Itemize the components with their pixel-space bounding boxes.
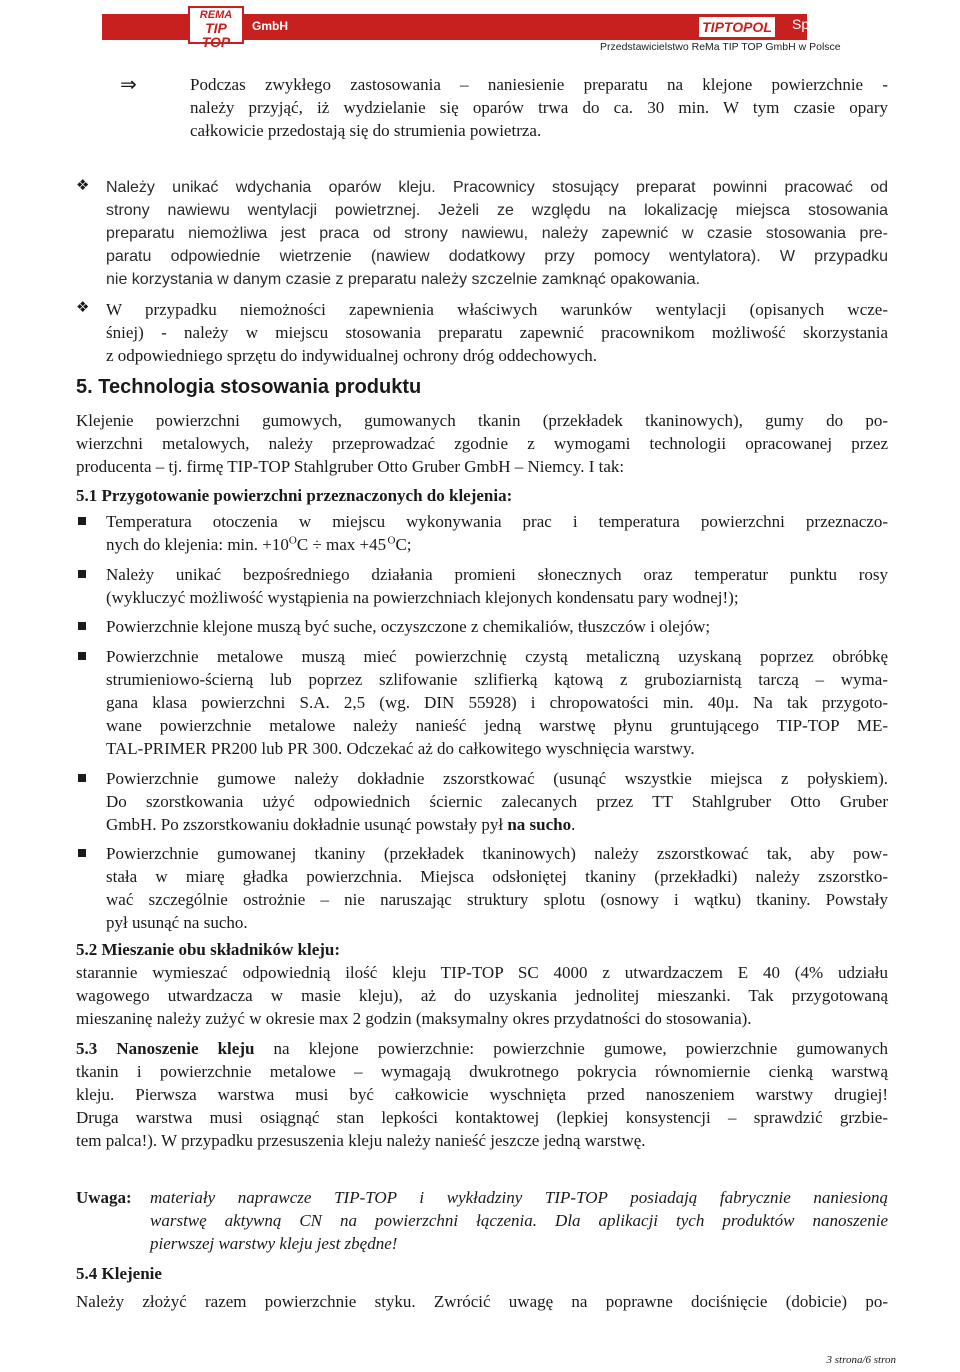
square-bullet-icon	[78, 849, 86, 857]
temp-end: C;	[395, 535, 412, 554]
intro-line: Podczas zwykłego zastosowania – naniesienie preparatu na klejone powierzchnie -	[190, 75, 888, 94]
degree-sup: O	[387, 534, 396, 547]
note-line: materiały naprawcze TIP-TOP i wykładziny TIP-TOP posiadają fabrycznie naniesioną	[150, 1188, 888, 1207]
diamond-bullet-icon: ❖	[76, 298, 90, 316]
mixing-line: wagowego utwardzacza w masie kleju), aż do uzyskania jednolitej mieszanki. Tak przygotowaną	[76, 986, 888, 1005]
applying-line: tem palca!). W przypadku przesuszenia kleju należy nanieść jeszcze jedną warstwę.	[76, 1131, 646, 1150]
ventilation-line: nie korzystania w danym czasie z preparatu należy szczelnie zamknąć opakowania.	[106, 271, 701, 288]
temp-line	[106, 533, 412, 556]
ventilation-line: preparatu niemożliwa jest praca od strony nawiewu, należy zapewnić w czasie stosowania pre-	[106, 225, 888, 242]
header-subtitle: Przedstawicielstwo ReMa TIP TOP GmbH w Polsce	[600, 41, 841, 53]
note-line: pierwszej warstwy kleju jest zbędne!	[150, 1234, 398, 1253]
rubber-line	[106, 813, 575, 836]
applying-text: na klejone powierzchnie: powierzchnie gumowe, powierzchnie gumowanych	[254, 1039, 889, 1058]
rubber-end: .	[571, 815, 576, 834]
fabric-line: pył usunąć na sucho.	[106, 913, 248, 932]
rubber-dry-bold: na sucho	[507, 815, 572, 834]
sun-line: Należy unikać bezpośredniego działania promieni słonecznych oraz temperatur punktu rosy	[106, 565, 888, 584]
intro-line: całkowicie przedostają się do strumienia powietrza.	[190, 121, 542, 140]
gluing-line: Należy złożyć razem powierzchnie styku. Zwrócić uwagę na poprawne dociśnięcie (dobicie) po-	[76, 1292, 888, 1311]
section-5-line: wierzchni metalowych, należy przeprowadzać zgodnie z wymogami technologii opracowanej przez	[76, 434, 888, 453]
diamond-bullet-icon: ❖	[76, 176, 90, 194]
section-5-1-heading: 5.1 Przygotowanie powierzchni przeznaczonych do klejenia:	[76, 486, 513, 505]
square-bullet-icon	[78, 652, 86, 660]
tiptopol-logo: TIPTOPOL	[697, 15, 777, 39]
section-5-3-heading: 5.3 Nanoszenie kleju	[76, 1039, 255, 1058]
metal-line: Powierzchnie metalowe muszą mieć powierzchnię czystą metaliczną uzyskaną poprzez obróbkę	[106, 647, 888, 666]
ventilation-line: paratu odpowiednie wietrzenie (nawiew dodatkowy przy pomocy wentylatora). W przypadku	[106, 248, 888, 265]
fabric-line: stała w miarę gładka powierzchnia. Miejsca odsłoniętej tkaniny (przekładki) należy zszorstko-	[106, 867, 888, 886]
temp-min: nych do klejenia: min. +10	[106, 535, 289, 554]
protection-line: śniej) - należy w miejscu stosowania preparatu zapewnić pracownikom możliwość skorzystania	[106, 323, 888, 342]
temp-max: C ÷ max +45	[296, 535, 387, 554]
square-bullet-icon	[78, 570, 86, 578]
intro-line: należy przyjąć, iż wydzielanie się oparów trwa do ca. 30 min. W tym czasie opary	[190, 98, 888, 117]
square-bullet-icon	[78, 517, 86, 525]
square-bullet-icon	[78, 622, 86, 630]
section-5-heading: 5. Technologia stosowania produktu	[76, 376, 422, 398]
applying-line: kleju. Pierwsza warstwa musi być całkowicie wyschnięta przed nanoszeniem warstwy drugiej!	[76, 1085, 888, 1104]
applying-line: tkanin i powierzchnie metalowe – wymagają dwukrotnego pokrycia równomiernie cienką warstwą	[76, 1062, 888, 1081]
header-gmbh: GmbH	[252, 19, 288, 33]
logo-main-text: TIP TOP	[201, 20, 231, 50]
section-5-line: producenta – tj. firmę TIP-TOP Stahlgruber Otto Gruber GmbH – Niemcy. I tak:	[76, 457, 625, 476]
clean-line: Powierzchnie klejone muszą być suche, oczyszczone z chemikaliów, tłuszczów i olejów;	[106, 617, 711, 636]
logo-top-text: REMA	[199, 9, 233, 21]
header-partner-suffix: Sp. z o.o.	[792, 16, 852, 32]
page-number: 3 strona/6 stron	[826, 1354, 896, 1366]
degree-sup: O	[288, 534, 297, 547]
metal-line: wane powierzchnie metalowe należy nanieść jedną warstwę płynu gruntującego TIP-TOP ME-	[106, 716, 888, 735]
metal-line: strumieniowo-ścierną lub poprzez szlifowanie szlifierką kątową z gruboziarnistą tarczą – wyma-	[106, 670, 888, 689]
protection-line: z odpowiedniego sprzętu do indywidualnej ochrony dróg oddechowych.	[106, 346, 597, 365]
section-5-4-heading: 5.4 Klejenie	[76, 1264, 162, 1283]
note-line: warstwę aktywną CN na powierzchni łączenia. Dla aplikacji tych produktów nanoszenie	[150, 1211, 888, 1230]
fabric-line: Powierzchnie gumowanej tkaniny (przekładek tkaninowych) należy zszorstkować tak, aby pow-	[106, 844, 888, 863]
section-5-line: Klejenie powierzchni gumowych, gumowanych tkanin (przekładek tkaninowych), gumy do po-	[76, 411, 888, 430]
sun-line: (wykluczyć możliwość wystąpienia na powierzchniach klejonych kondensatu pary wodnej!);	[106, 588, 739, 607]
rubber-text: GmbH. Po zszorstkowaniu dokładnie usunąć powstały pył	[106, 815, 508, 834]
rubber-line: Powierzchnie gumowe należy dokładnie zszorstkować (usunąć wszystkie miejsca z połyskiem).	[106, 769, 888, 788]
mixing-line: mieszaninę należy zużyć w okresie max 2 godzin (maksymalny okres przydatności do stosowania).	[76, 1009, 752, 1028]
metal-line: TAL-PRIMER PR200 lub PR 300. Odczekać aż do całkowitego wyschnięcia warstwy.	[106, 739, 695, 758]
fabric-line: wać szczególnie ostrożnie – nie naruszając struktury splotu (osnowy i wątku) tkaniny. Powstały	[106, 890, 888, 909]
rubber-line: Do szorstkowania użyć odpowiednich ściernic zalecanych przez TT Stahlgruber Otto Gruber	[106, 792, 888, 811]
square-bullet-icon	[78, 774, 86, 782]
metal-line: gana klasa powierzchni S.A. 2,5 (wg. DIN 55928) i chropowatości min. 40µ. Na tak przygoto-	[106, 693, 888, 712]
temp-line: Temperatura otoczenia w miejscu wykonywania prac i temperatura powierzchni przeznaczo-	[106, 512, 888, 531]
ventilation-line: strony nawiewu wentylacji powietrznej. Jeżeli ze względu na lokalizację miejsca stosowania	[106, 202, 888, 219]
ventilation-line: Należy unikać wdychania oparów kleju. Pracownicy stosujący preparat powinni pracować od	[106, 179, 888, 196]
note-label: Uwaga:	[76, 1188, 132, 1207]
applying-line: Druga warstwa musi osiągnąć stan lepkości kontaktowej (lepkiej konsystencji – sprawdzić grzbie-	[76, 1108, 888, 1127]
protection-line: W przypadku niemożności zapewnienia właściwych warunków wentylacji (opisanych wcze-	[106, 300, 888, 319]
arrow-bullet-icon: ⇒	[120, 72, 137, 96]
section-5-2-heading: 5.2 Mieszanie obu składników kleju:	[76, 940, 341, 959]
mixing-line: starannie wymieszać odpowiednią ilość kleju TIP-TOP SC 4000 z utwardzaczem E 40 (4% udziału	[76, 963, 888, 982]
applying-line	[76, 1037, 888, 1060]
rema-tip-top-logo	[188, 6, 244, 50]
